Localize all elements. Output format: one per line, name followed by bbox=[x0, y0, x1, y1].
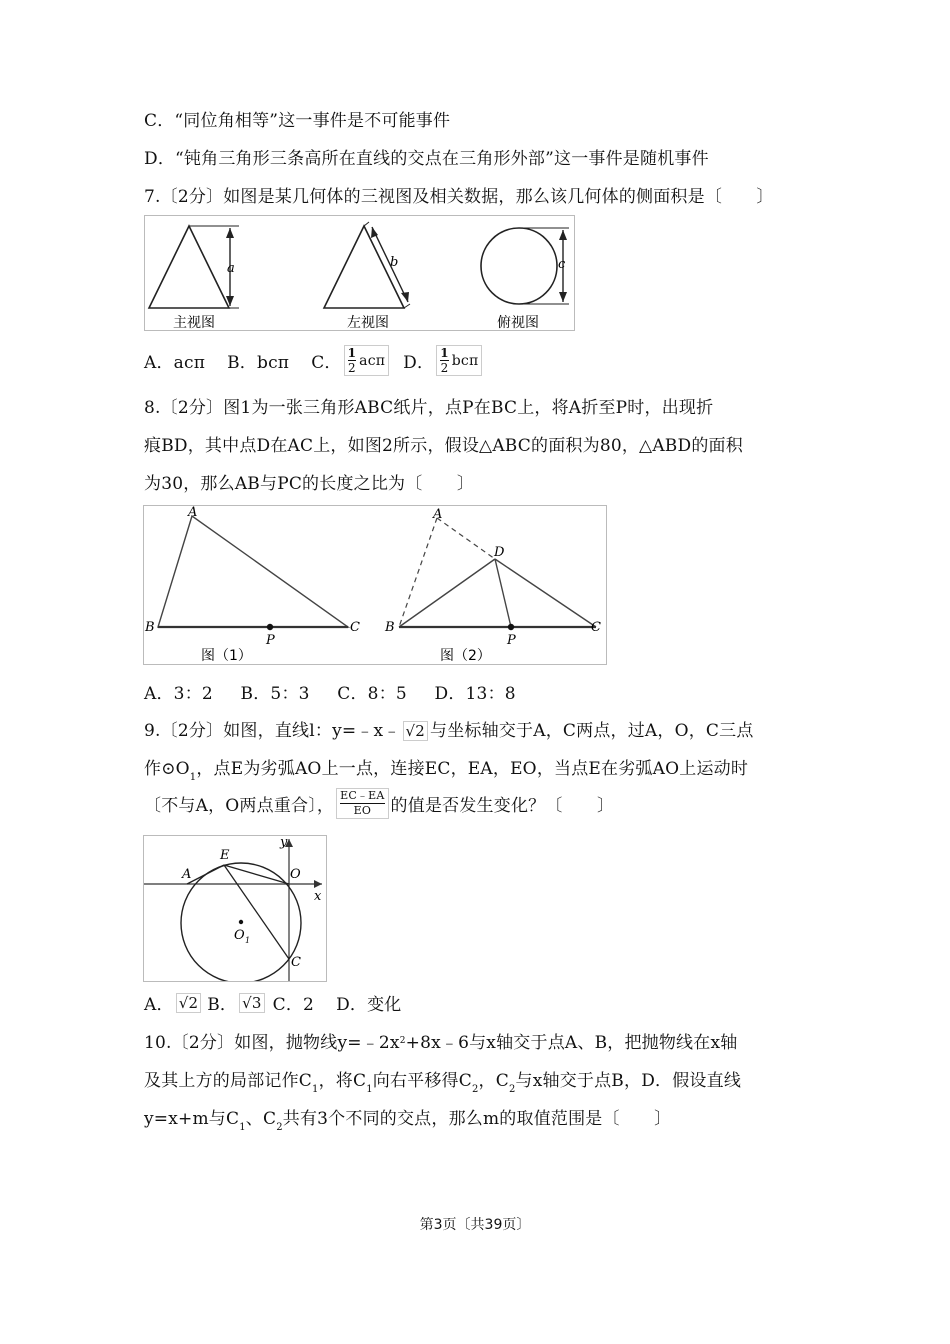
frac-denominator: 2 bbox=[440, 361, 449, 375]
dimension-c-label: c bbox=[558, 257, 566, 272]
q7-three-views-svg bbox=[145, 216, 574, 330]
label-o1: O bbox=[234, 928, 245, 943]
point-p-fig1 bbox=[267, 624, 273, 630]
fold-dashed-ad bbox=[437, 518, 495, 559]
label-a: A bbox=[182, 867, 192, 882]
frac-numerator: 1 bbox=[440, 346, 449, 360]
q9-text-part: 9.〔2分〕如图，直线l：y=﹣x﹣ bbox=[144, 721, 401, 741]
q10-text-part: +8x﹣6与x轴交于点A、B，把抛物线在x轴 bbox=[405, 1033, 738, 1053]
q8-options bbox=[144, 679, 538, 704]
q10-text-part: 与x轴交于点B，D．假设直线 bbox=[515, 1071, 742, 1091]
label-c: C bbox=[291, 955, 301, 970]
question-10-line2 bbox=[144, 1066, 741, 1095]
y-axis-label: y bbox=[280, 836, 288, 850]
q9-option-a-prefix: A． bbox=[144, 995, 174, 1015]
subscript: 2 bbox=[508, 1084, 516, 1095]
superscript: 2 bbox=[399, 1036, 406, 1046]
subscript: 2 bbox=[471, 1084, 479, 1095]
frac-numerator: EC﹣EA bbox=[340, 789, 385, 802]
frac-tail: bcπ bbox=[451, 352, 479, 369]
frac-numerator: 1 bbox=[347, 346, 357, 360]
label-c-fig2: C bbox=[591, 620, 601, 635]
question-7-text: 7.〔2分〕如图是某几何体的三视图及相关数据，那么该几何体的侧面积是〔 〕 bbox=[144, 187, 774, 207]
subscript: 1 bbox=[312, 1084, 319, 1095]
triangle-abc-fig1 bbox=[158, 516, 348, 627]
q7-option-d-prefix: D． bbox=[403, 353, 435, 373]
q10-text-part: 及其上方的局部记作C bbox=[144, 1071, 313, 1091]
q7-option-c-prefix: C． bbox=[311, 353, 342, 373]
frac-tail: acπ bbox=[359, 352, 386, 369]
label-c-fig1: C bbox=[350, 620, 360, 635]
q9-option-a-value: √2 bbox=[176, 993, 202, 1013]
q7-options bbox=[144, 345, 484, 376]
label-p-fig1: P bbox=[266, 633, 275, 648]
top-view-circle bbox=[481, 228, 557, 304]
q8-folding-svg bbox=[144, 506, 606, 664]
label-e: E bbox=[220, 848, 230, 863]
q10-text-part: 、C bbox=[245, 1109, 277, 1129]
q10-text-part: 共有3个不同的交点，那么m的取值范围是〔 〕 bbox=[282, 1109, 672, 1129]
question-9-line1 bbox=[144, 716, 754, 741]
dimension-a-label: a bbox=[227, 261, 235, 276]
center-o1-dot bbox=[239, 920, 243, 924]
label-b-fig1: B bbox=[145, 620, 155, 635]
subscript: 1 bbox=[239, 1122, 246, 1133]
label-d-fig2: D bbox=[494, 545, 505, 560]
question-9-line2 bbox=[144, 754, 748, 783]
q9-option-c: C．2 bbox=[272, 995, 315, 1015]
fold-dashed-ab bbox=[399, 518, 437, 627]
question-8-line1: 8.〔2分〕图1为一张三角形ABC纸片，点P在BC上，将A折至P时，出现折 bbox=[144, 398, 714, 418]
question-8-line3: 为30，那么AB与PC的长度之比为〔 〕 bbox=[144, 474, 475, 494]
q10-text-part: 向右平移得C bbox=[372, 1071, 472, 1091]
q7-option-a: A．acπ bbox=[144, 353, 206, 373]
sqrt-2: √2 bbox=[403, 721, 429, 741]
q9-options bbox=[144, 990, 402, 1015]
frac-denominator: 2 bbox=[347, 361, 356, 375]
q9-text-part: 的值是否发生变化？〔 〕 bbox=[390, 796, 615, 816]
label-p-fig2: P bbox=[507, 633, 516, 648]
label-a-fig2: A bbox=[433, 507, 443, 522]
q9-option-b-prefix: B． bbox=[207, 995, 238, 1015]
fig2-caption: 图（2） bbox=[440, 648, 491, 664]
q8-option-a: A．3：2 bbox=[144, 684, 213, 704]
option-c-line: C．“同位角相等”这一事件是不可能事件 bbox=[144, 111, 451, 131]
q7-three-views-figure bbox=[144, 215, 575, 331]
x-axis-label: x bbox=[314, 889, 322, 904]
q7-option-c-fraction bbox=[344, 345, 390, 376]
q9-circle-figure bbox=[143, 835, 327, 982]
subscript: 2 bbox=[276, 1122, 283, 1133]
q10-text-part: 10.〔2分〕如图，抛物线y=﹣2x bbox=[144, 1033, 400, 1053]
q8-option-d: D．13：8 bbox=[434, 684, 516, 704]
point-p-fig2 bbox=[508, 624, 514, 630]
side-view-caption: 左视图 bbox=[347, 315, 389, 330]
question-10-line1 bbox=[144, 1028, 737, 1053]
q10-text-part: y=x+m与C bbox=[144, 1109, 240, 1129]
label-b-fig2: B bbox=[385, 620, 395, 635]
q9-option-b-value: √3 bbox=[239, 993, 265, 1013]
q8-folding-figure bbox=[143, 505, 607, 665]
subscript: 1 bbox=[366, 1084, 373, 1095]
question-9-line3 bbox=[144, 788, 614, 819]
option-d-line: D．“钝角三角形三条高所在直线的交点在三角形外部”这一事件是随机事件 bbox=[144, 149, 709, 169]
q9-text-part: 〔不与A，O两点重合〕， bbox=[144, 796, 335, 816]
q9-circle-svg bbox=[144, 836, 326, 981]
q7-option-b: B．bcπ bbox=[227, 353, 290, 373]
label-o1-sub: 1 bbox=[245, 936, 251, 945]
frac-denominator: EO bbox=[353, 804, 372, 817]
q7-option-d-fraction bbox=[436, 345, 482, 376]
q8-option-b: B．5：3 bbox=[240, 684, 310, 704]
label-o: O bbox=[290, 867, 301, 882]
q10-text-part: ，C bbox=[478, 1071, 509, 1091]
q9-fraction bbox=[336, 788, 388, 819]
top-view-caption: 俯视图 bbox=[497, 315, 539, 330]
q9-text-part: 作⊙O bbox=[144, 759, 190, 779]
front-view-triangle bbox=[149, 226, 229, 308]
q9-text-part: 与坐标轴交于A，C两点，过A，O，C三点 bbox=[430, 721, 754, 741]
question-8-line2: 痕BD，其中点D在AC上，如图2所示，假设△ABC的面积为80，△ABD的面积 bbox=[144, 436, 743, 456]
subscript: 1 bbox=[189, 772, 197, 783]
q9-text-part: ，点E为劣弧AO上一点，连接EC，EA，EO，当点E在劣弧AO上运动时 bbox=[196, 759, 749, 779]
label-a-fig1: A bbox=[188, 506, 198, 520]
front-view-caption: 主视图 bbox=[173, 315, 215, 330]
page-footer: 第3页〔共39页〕 bbox=[419, 1217, 531, 1233]
fig1-caption: 图（1） bbox=[201, 648, 252, 664]
q10-text-part: ，将C bbox=[318, 1071, 367, 1091]
q8-option-c: C．8：5 bbox=[337, 684, 407, 704]
dimension-b-label: b bbox=[390, 255, 399, 270]
question-10-line3 bbox=[144, 1104, 671, 1133]
q9-option-d: D．变化 bbox=[336, 995, 402, 1015]
